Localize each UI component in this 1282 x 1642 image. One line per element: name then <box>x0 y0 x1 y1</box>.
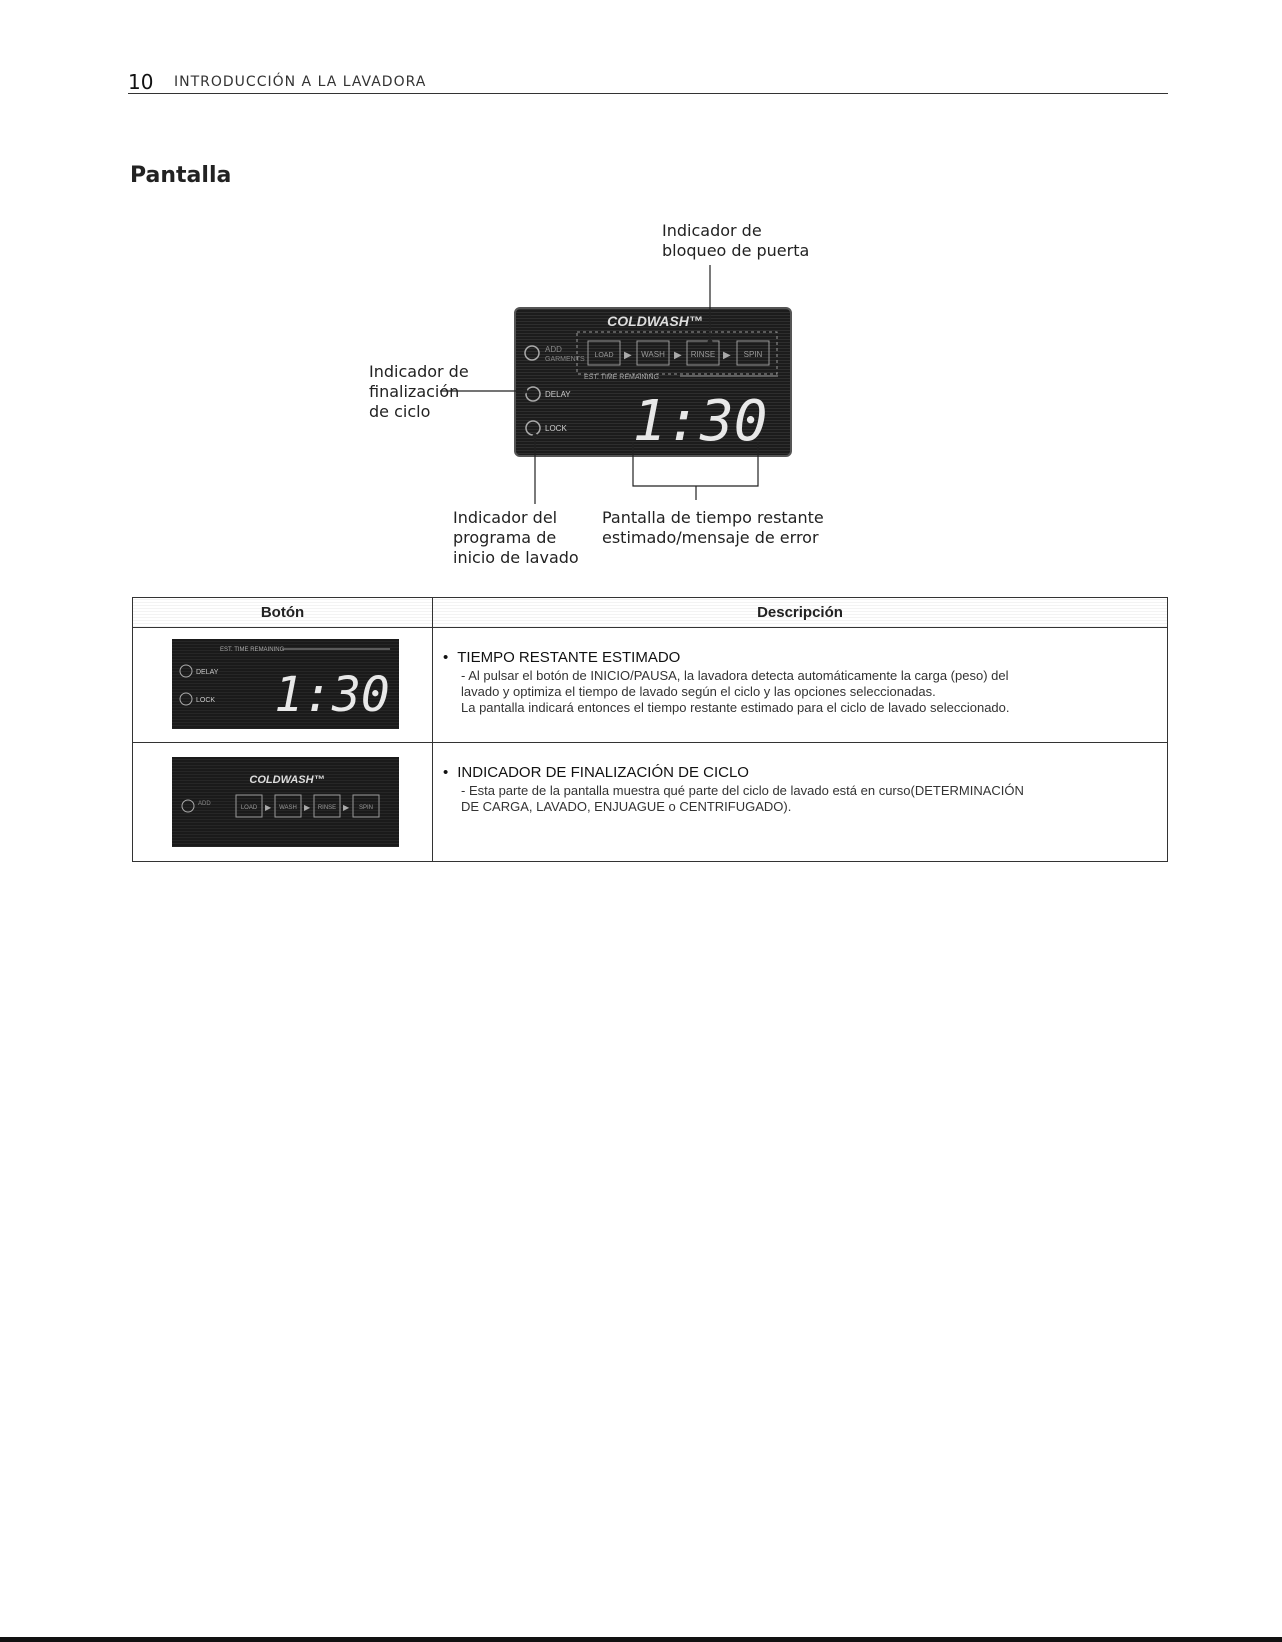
row-line: - Esta parte de la pantalla muestra qué parte del ciclo de lavado está en curso(DETERMINACIÓN <box>461 783 1024 798</box>
svg-text:LOAD: LOAD <box>240 805 258 811</box>
table-row <box>133 628 1167 743</box>
info-table <box>132 597 1168 862</box>
svg-text:DELAY: DELAY <box>196 669 219 676</box>
svg-text:COLDWASH™: COLDWASH™ <box>249 774 325 786</box>
svg-text:▶: ▶ <box>674 350 682 361</box>
description-cycle-indicator <box>443 765 1147 815</box>
svg-text:▶: ▶ <box>723 350 731 361</box>
svg-text:ADD: ADD <box>198 801 211 807</box>
brand-logo: COLDWASH™ <box>607 313 703 329</box>
callout-time-display: Pantalla de tiempo restante estimado/mensaje de error <box>602 508 824 547</box>
callout-door-lock: Indicador de bloqueo de puerta <box>662 221 810 260</box>
row-title: • TIEMPO RESTANTE ESTIMADO <box>443 650 1147 666</box>
svg-text:RINSE: RINSE <box>690 350 716 359</box>
time-display-thumbnail <box>172 639 399 729</box>
header-button: Botón <box>133 598 433 627</box>
description-time-remaining <box>443 650 1147 716</box>
svg-text:▶: ▶ <box>624 350 632 361</box>
svg-text:▶: ▶ <box>304 803 311 812</box>
cycle-progress-thumbnail <box>172 757 399 847</box>
time-readout: 1:30 <box>632 389 768 454</box>
page-bottom-border <box>0 1637 1282 1642</box>
svg-text:WASH: WASH <box>641 350 665 359</box>
svg-text:LOCK: LOCK <box>545 424 567 433</box>
est-time-label: EST. TIME REMAINING <box>584 374 659 381</box>
svg-text:DELAY: DELAY <box>545 390 571 399</box>
table-header-row <box>133 598 1167 628</box>
svg-text:RINSE: RINSE <box>317 805 337 811</box>
svg-text:GARMENTS: GARMENTS <box>545 356 585 363</box>
svg-text:▶: ▶ <box>265 803 272 812</box>
svg-text:EST. TIME REMAINING: EST. TIME REMAINING <box>220 647 285 653</box>
callout-cycle-end: Indicador de finalización de ciclo <box>369 362 469 421</box>
svg-text:▶: ▶ <box>343 803 350 812</box>
row-line: lavado y optimiza el tiempo de lavado según el ciclo y las opciones seleccionadas. <box>461 684 936 699</box>
svg-text:ADD: ADD <box>545 345 562 354</box>
callout-wash-program: Indicador del programa de inicio de lavado <box>453 508 579 567</box>
row-line: - Al pulsar el botón de INICIO/PAUSA, la lavadora detecta automáticamente la carga (peso) del <box>461 668 1009 683</box>
svg-text:LOCK: LOCK <box>196 697 216 704</box>
row-line: DE CARGA, LAVADO, ENJUAGUE o CENTRIFUGADO). <box>461 799 792 814</box>
svg-text:1:30: 1:30 <box>274 667 390 723</box>
display-diagram <box>0 0 1282 600</box>
section-title: Pantalla <box>130 163 232 188</box>
svg-text:LOAD: LOAD <box>594 352 614 359</box>
table-row <box>133 743 1167 861</box>
row-line: La pantalla indicará entonces el tiempo restante estimado para el ciclo de lavado seleccionado. <box>461 700 1010 715</box>
svg-text:WASH: WASH <box>279 805 297 811</box>
svg-text:SPIN: SPIN <box>358 805 374 811</box>
row-title: • INDICADOR DE FINALIZACIÓN DE CICLO <box>443 765 1147 781</box>
svg-text:SPIN: SPIN <box>743 350 763 359</box>
page-number: 10 <box>128 70 154 94</box>
header-description: Descripción <box>757 604 843 621</box>
header-title: INTRODUCCIÓN A LA LAVADORA <box>174 74 427 90</box>
